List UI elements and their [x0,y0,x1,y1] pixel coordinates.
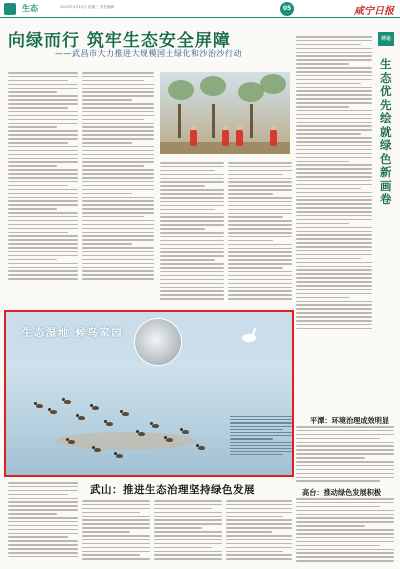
section-logo-icon [4,3,16,15]
feature-caption-text [230,416,292,457]
page-number-badge: 05 [280,2,294,16]
lower-column-4 [226,500,292,562]
issue-date: 2023年3月15日 星期三 责任编辑 [60,5,115,9]
comment-section-badge: 评论 [378,32,394,46]
right-subarticle-title-1: 平潭：环境治理成效明显 [310,416,390,425]
right-article-column [296,36,372,332]
lower-column-1 [8,482,78,560]
egret-photo [242,334,256,342]
lower-article-headline: 武山：推进生态治理坚持绿色发展 [90,484,255,496]
feature-title: 生态湿地 候鸟家园 [22,328,124,339]
article-column-3 [160,162,224,302]
article-column-4 [228,162,292,302]
lower-column-2 [82,500,150,562]
wetland-feature-box [4,310,294,477]
main-subheadline: ——武昌市大力推进大规模国土绿化和沙治沙行动 [55,49,242,58]
right-subarticle-text-2 [296,498,394,564]
article-column-1 [8,72,78,282]
vertical-commentary-title: 生态优先绘就绿色新画卷 [380,57,392,206]
article-column-2 [82,72,154,282]
section-name: 生态 [22,4,38,13]
masthead [0,0,400,18]
tree-planting-photo [160,72,290,154]
right-subarticle-title-2: 高台：推动绿色发展积极 [302,488,382,497]
lower-column-3 [154,500,222,562]
right-subarticle-text-1 [296,426,394,484]
bird-closeup-photo [134,318,182,366]
main-headline: 向绿而行 筑牢生态安全屏障 [8,31,231,51]
newspaper-brand-logo: 咸宁日报 [354,6,394,17]
